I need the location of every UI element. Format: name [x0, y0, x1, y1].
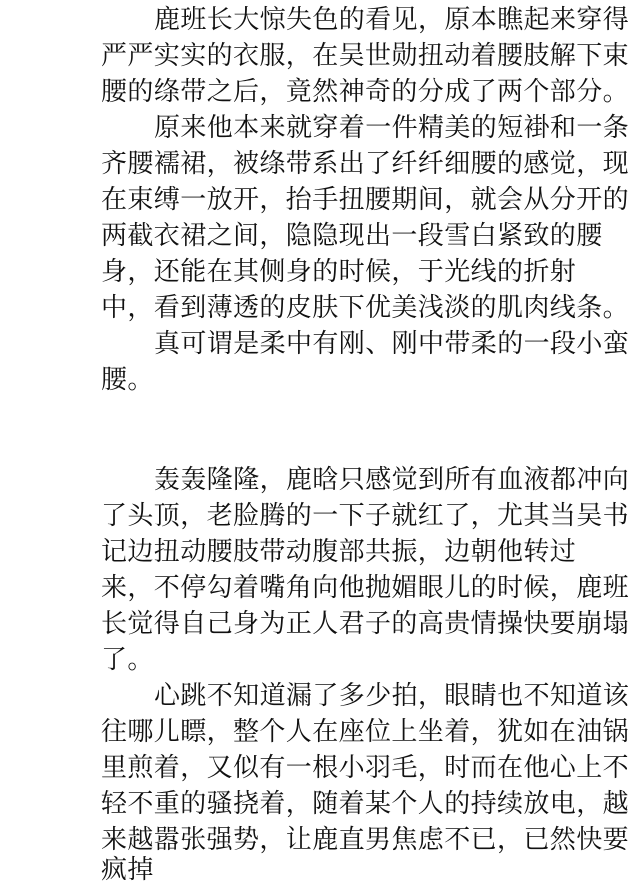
paragraph-4-line-2: 了头顶，老脸腾的一下子就红了，尤其当吴书 — [101, 501, 630, 531]
paragraph-4-line-4: 来，不停勾着嘴角向他抛媚眼儿的时候，鹿班 — [101, 573, 630, 603]
paragraph-1-line-1: 鹿班长大惊失色的看见，原本瞧起来穿得 — [154, 5, 630, 35]
paragraph-5-line-5: 来越嚣张强势，让鹿直男焦虑不已，已然快要 — [101, 825, 630, 855]
paragraph-4-line-1: 轰轰隆隆，鹿晗只感觉到所有血液都冲向 — [154, 465, 630, 495]
paragraph-4-line-3: 记边扭动腰肢带动腹部共振，边朝他转过 — [101, 537, 577, 567]
paragraph-1-line-2: 严严实实的衣服，在吴世勋扭动着腰肢解下束 — [101, 41, 630, 71]
paragraph-1-line-3: 腰的绦带之后，竟然神奇的分成了两个部分。 — [101, 77, 630, 107]
paragraph-4-line-6: 了。 — [101, 645, 154, 675]
paragraph-2-line-3: 在束缚一放开，抬手扭腰期间，就会从分开的 — [101, 185, 630, 215]
paragraph-5-line-3: 里煎着，又似有一根小羽毛，时而在他心上不 — [101, 753, 630, 783]
paragraph-3-line-1: 真可谓是柔中有刚、刚中带柔的一段小蛮 — [154, 329, 630, 359]
paragraph-5-line-4: 轻不重的骚挠着，随着某个人的持续放电，越 — [101, 789, 630, 819]
paragraph-2-line-1: 原来他本来就穿着一件精美的短褂和一条 — [154, 113, 630, 143]
paragraph-5-line-6: 疯掉 — [101, 855, 154, 885]
paragraph-5-line-2: 往哪儿瞟，整个人在座位上坐着，犹如在油锅 — [101, 717, 630, 747]
paragraph-2-line-5: 身，还能在其侧身的时候，于光线的折射 — [101, 257, 577, 287]
paragraph-5-line-1: 心跳不知道漏了多少拍，眼睛也不知道该 — [154, 681, 630, 711]
paragraph-2-line-6: 中，看到薄透的皮肤下优美浅淡的肌肉线条。 — [101, 293, 630, 323]
paragraph-2-line-2: 齐腰襦裙，被绦带系出了纤纤细腰的感觉，现 — [101, 149, 630, 179]
paragraph-3-line-2: 腰。 — [101, 365, 154, 395]
paragraph-2-line-4: 两截衣裙之间，隐隐现出一段雪白紧致的腰 — [101, 221, 603, 251]
paragraph-4-line-5: 长觉得自己身为正人君子的高贵情操快要崩塌 — [101, 609, 630, 639]
